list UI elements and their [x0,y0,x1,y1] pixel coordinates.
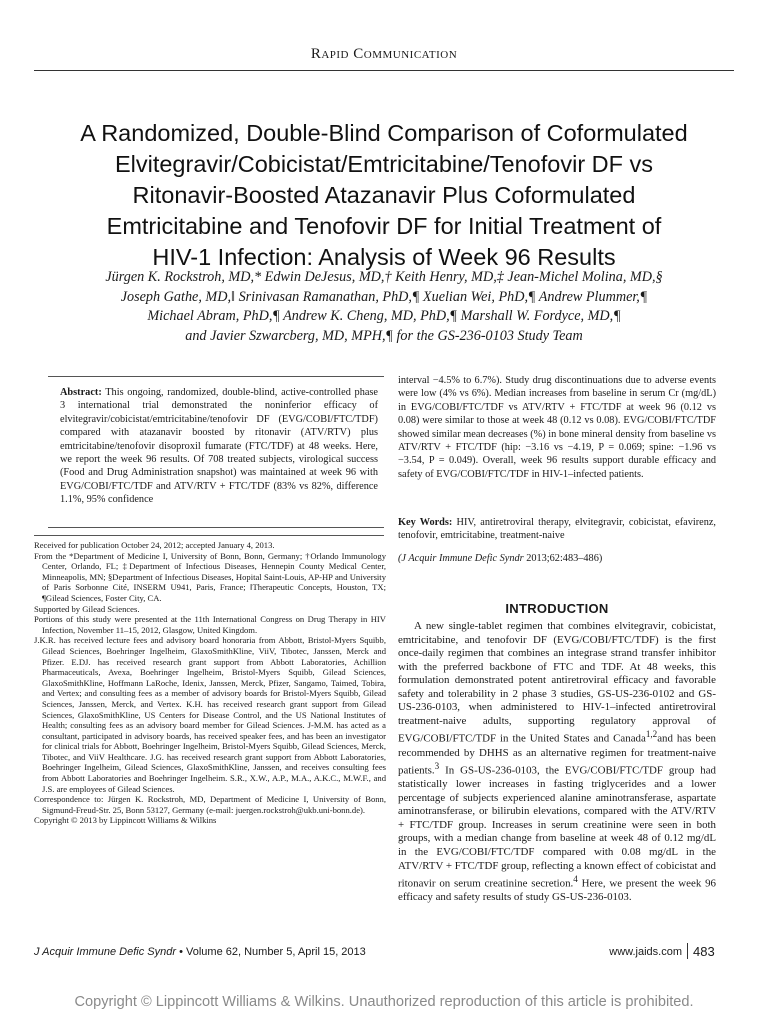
citation-superscript: 3 [434,761,440,772]
title-line: HIV-1 Infection: Analysis of Week 96 Results [152,244,616,270]
title-line: Elvitegravir/Cobicistat/Emtricitabine/Tenofovir DF vs [114,151,654,177]
citation-superscript: 4 [573,874,578,885]
citation [398,552,716,565]
keywords-text: HIV, antiretroviral therapy, elvitegravir, cobicistat, efavirenz, tenofovir, emtricitabine, treatment-naive [398,517,717,542]
footer-website: www.jaids.com [609,946,682,958]
footer-volume: • Volume 62, Number 5, April 15, 2013 [176,946,366,958]
intro-text-4: Here, we present the week 96 efficacy and safety results of study GS-US-236-0103. [398,877,716,904]
copyright-banner: Copyright © Lippincott Williams & Wilkins. Unauthorized reproduction of this article is prohibited. [74,994,694,1010]
header-rule [34,70,734,71]
intro-text-3: In GS-US-236-0103, the EVG/COBI/FTC/TDF group had statistically lower increases in fasting triglycerides and a lower percentage of subjects experienced alanine aminotransferase, aspartate aminotransferase, or bilirubin elevations, compared with the ATV/RTV + FTC/TDF group. Increases in serum creatinine were seen in both groups, with a median change from baseline at week 48 of 0.12 mg/dL in the EVG/COBI/FTC/TDF compared with 0.08 mg/dL in the ATV/RTV + FTC/TDF group, reflecting a known effect of cobicistat and ritonavir on serum creatinine secretion. [398,764,716,890]
footnote-disclosures: J.K.R. has received lecture fees and advisory board honoraria from Abbott, Bristol-Myers Squibb, Gilead Sciences, Boehringer Ingelheim, GlaxoSmithKline, ViiV, Tibotec, Janssen, Merck and Pfizer. E.DJ. has received research grant support from Abbott Laboratories, Achillion Pharmaceuticals, Avexa, Boehringer Ingelheim, Bristol-Myers Squibb, Gilead Sciences, GlaxoSmithKline, Hoffmann LaRoche, Idenix, Janssen, Merck, Pfizer, Sangamo, Taimed, Tobira, and Vertex; and consulting fees as a member of advisory boards for Bristol-Myers Squibb, Gilead Sciences, Janssen, Merck, and Vertex. K.H. has received research grant support from Gilead Sciences, GlaxoSmithKline, US Centers for Disease Control, and the US National Institutes of Health; consulting fees as an advisory board member for Gilead Sciences. J-M.M. has acted as a consultant, participated in advisory boards, has received speaker fees, and has been an investigator for clinical trials for Abbott, Boehringer Ingelheim, Bristol-Myers Squibb, Gilead Sciences, Merck, Tibotec, and ViiV Healthcare. J.G. has received research grant support from Abbott Laboratories, Boehringer Ingelheim, Gilead Sciences, GlaxoSmithKline, Janssen, and receives consulting fees from Abbott Laboratories and Boehringer Ingelheim. S.R., X.W., A.P., M.A., A.K.C., M.W.F., and J.S. are employees of Gilead Sciences. [34,635,386,794]
keywords [398,516,716,543]
citation-superscript: 1,2 [645,729,658,740]
author-list [40,268,728,346]
footnotes [34,540,386,826]
abstract-continuation: interval −4.5% to 6.7%). Study drug discontinuations due to adverse events were low (4% vs 6%). Median increases from baseline in serum Cr (mg/dL) in EVG/COBI/FTC/TDF vs ATV/RTV + FTC/TDF at week 96 (0.12 vs 0.08) were similar to those at week 48 (0.12 vs 0.08). EVG/COBI/FTC/TDF showed similar mean decreases (%) in bone mineral density from baseline vs ATV/RTV + FTC/TDF (hip: −3.16 vs −4.19, P = 0.069; spine: −1.96 vs −3.54, P = 0.049). Overall, week 96 results support durable efficacy and safety of EVG/COBI/FTC/TDF in HIV-1–infected patients. [398,375,716,480]
footnote-affiliations: From the *Department of Medicine I, University of Bonn, Bonn, Germany; †Orlando Immunology Center, Orlando, FL; ‡Department of Infectious Diseases, Hennepin County Medical Center, Minneapolis, MN; §Department of Infectious Diseases, Hopital Saint-Louis, AP-HP and University of Paris Sorbonne Cité, INSERM U941, Paris, France; ‖Therapeutic Concepts, Houston, TX; ¶Gilead Sciences, Foster City, CA. [34,550,386,603]
footnote-support: Supported by Gilead Sciences. [34,603,140,614]
footer-journal [34,946,366,958]
citation-details: 2013;62:483–486) [523,553,603,564]
footer-journal-name: J Acquir Immune Defic Syndr [34,946,177,958]
intro-text-2: and has been recommended by DHHS as an alternative regimen for treatment-naive patients. [398,733,716,777]
author-line: Jürgen K. Rockstroh, MD,* Edwin DeJesus, MD,† Keith Henry, MD,‡ Jean-Michel Molina, MD,§ [105,269,663,285]
author-line: and Javier Szwarcberg, MD, MPH,¶ for the GS-236-0103 Study Team [185,327,583,344]
title-line: Emtricitabine and Tenofovir DF for Initial Treatment of [106,213,662,239]
title-line: Ritonavir-Boosted Atazanavir Plus Coformulated [132,182,636,208]
footnote-presented: Portions of this study were presented at the 11th International Congress on Drug Therapy in HIV Infection, November 11–15, 2012, Glasgow, United Kingdom. [34,614,386,635]
footnote-correspondence: Correspondence to: Jürgen K. Rockstroh, MD, Department of Medicine I, University of Bonn, Sigmund-Freud-Str. 25, Bonn 53127, Germany (e-mail: juergen.rockstroh@ukb.uni-bonn.de). [34,794,386,815]
footnote-copyright: Copyright © 2013 by Lippincott Williams & Wilkins [34,815,217,826]
article-title [40,118,728,273]
footer-separator [687,943,688,959]
footnote-rule [34,535,384,536]
abstract-body: This ongoing, randomized, double-blind, active-controlled phase 3 international trial demonstrated the noninferior efficacy of elvitegravir/cobicistat/emtricitabine/tenofovir DF (EVG/COBI/FTC/TDF) compared with atazanavir boosted by ritonavir (ATV/RTV) plus emtricitabine/tenofovir disoproxil fumarate (FTC/TDF) at 48 weeks. Here, we report the week 96 results. Of 708 treated subjects, virological success (Food and Drug Administration snapshot) was maintained at week 96 with EVG/COBI/FTC/TDF and ATV/RTV + FTC/TDF (83% vs 82%, difference 1.1%, 95% confidence [60,387,378,506]
title-line: A Randomized, Double-Blind Comparison of Coformulated [80,120,688,146]
running-head: Rapid Communication [310,46,458,62]
footnote-received: Received for publication October 24, 2012; accepted January 4, 2013. [34,540,275,550]
keywords-label: Key Words: [398,517,453,528]
abstract-label: Abstract: [60,387,102,398]
intro-text-1: A new single-tablet regimen that combines elvitegravir, cobicistat, emtricitabine, and tenofovir DF (EVG/COBI/FTC/TDF) is the first once-daily regimen that combines an integrase strand transfer inhibitor with the preferred backbone of FTC and TDF. At 48 weeks, this formulation demonstrated potent antiretroviral efficacy and favorable safety and tolerability in 2 phase 3 studies, GS-US-236-0102 and GS-US-236-0103, when administered to HIV-1–infected antiretroviral treatment-naive adults, supporting regulatory approval of EVG/COBI/FTC/TDF in the United States and Canada [398,620,716,745]
citation-journal: (J Acquir Immune Defic Syndr [398,553,524,564]
abstract-text [60,386,378,507]
introduction-heading: INTRODUCTION [505,601,609,616]
introduction-body [398,620,716,905]
author-line: Michael Abram, PhD,¶ Andrew K. Cheng, MD, PhD,¶ Marshall W. Fordyce, MD,¶ [147,308,621,324]
page-number: 483 [693,944,715,959]
author-line: Joseph Gathe, MD,‖ Srinivasan Ramanathan, PhD,¶ Xuelian Wei, PhD,¶ Andrew Plummer,¶ [120,288,648,305]
